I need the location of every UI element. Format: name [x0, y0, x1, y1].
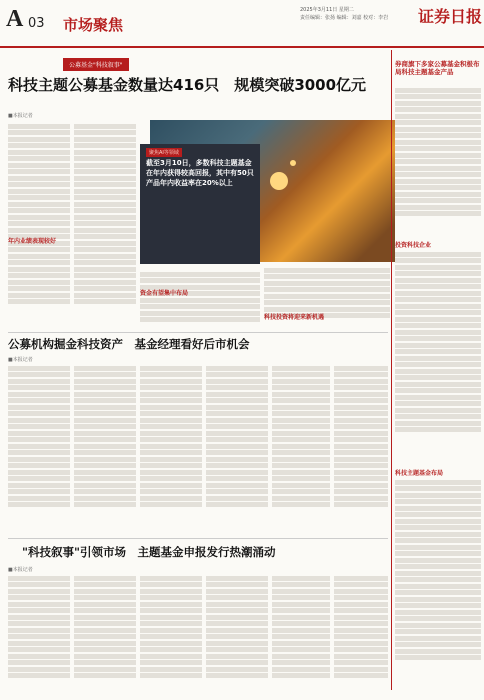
third-byline: ■本报记者	[8, 567, 33, 573]
subhead-funds: 资金有望集中布局	[140, 290, 189, 297]
second-column-1	[8, 364, 70, 534]
third-column-1	[8, 574, 70, 694]
promo-label: 聚焦AI等领域	[146, 148, 182, 157]
lead-tag: 公募基金"科技叙事"	[63, 58, 129, 71]
promo-box	[140, 144, 260, 264]
third-column-6	[334, 574, 388, 694]
second-byline: ■本报记者	[8, 357, 33, 363]
editor-line: 责任编辑：张扬 编辑：刘嘉 校对：李岩	[300, 15, 389, 21]
right-column-body-1	[395, 86, 481, 236]
third-headline: "科技叙事"引领市场 主题基金申报发行热潮涌动	[22, 545, 276, 559]
second-column-2	[74, 364, 136, 534]
right-headline: 券商旗下多家公募基金积极布局科技主题基金产品	[395, 60, 480, 77]
lead-headline: 科技主题公募基金数量达416只 规模突破3000亿元	[8, 76, 367, 94]
third-column-2	[74, 574, 136, 694]
divider-1	[8, 332, 388, 333]
newspaper-brand: 证券日报	[418, 7, 483, 26]
dateline: 2025年3月11日 星期二	[300, 7, 354, 13]
promo-text: 截至3月10日，多数科技主题基金在年内获得较高回报，其中有50只产品年内收益率在20%以上	[146, 159, 254, 188]
lead-column-1	[8, 122, 70, 332]
second-headline: 公募机构掘金科技资产 基金经理看好后市机会	[8, 337, 250, 351]
second-column-6	[334, 364, 388, 534]
divider-2	[8, 538, 388, 539]
third-column-3	[140, 574, 202, 694]
subhead-performance: 年内业绩表现较好	[8, 238, 57, 245]
right-subhead-2: 科技主题基金布局	[395, 470, 444, 477]
subhead-opportunity: 科技投资将迎来新机遇	[264, 314, 325, 321]
page-number: 03	[28, 16, 45, 31]
second-column-3	[140, 364, 202, 534]
right-column-body-2	[395, 250, 481, 460]
second-column-4	[206, 364, 268, 534]
page-header	[0, 0, 484, 48]
right-column-body-3	[395, 478, 481, 692]
column-rule	[391, 50, 392, 690]
page-letter: A	[6, 6, 24, 32]
third-column-5	[272, 574, 330, 694]
third-column-4	[206, 574, 268, 694]
section-title: 市场聚焦	[63, 16, 124, 34]
lead-byline: ■本报记者	[8, 113, 33, 119]
lead-column-3	[140, 270, 260, 330]
lead-column-2	[74, 122, 136, 332]
right-subhead-1: 投资科技企业	[395, 242, 432, 249]
second-column-5	[272, 364, 330, 534]
